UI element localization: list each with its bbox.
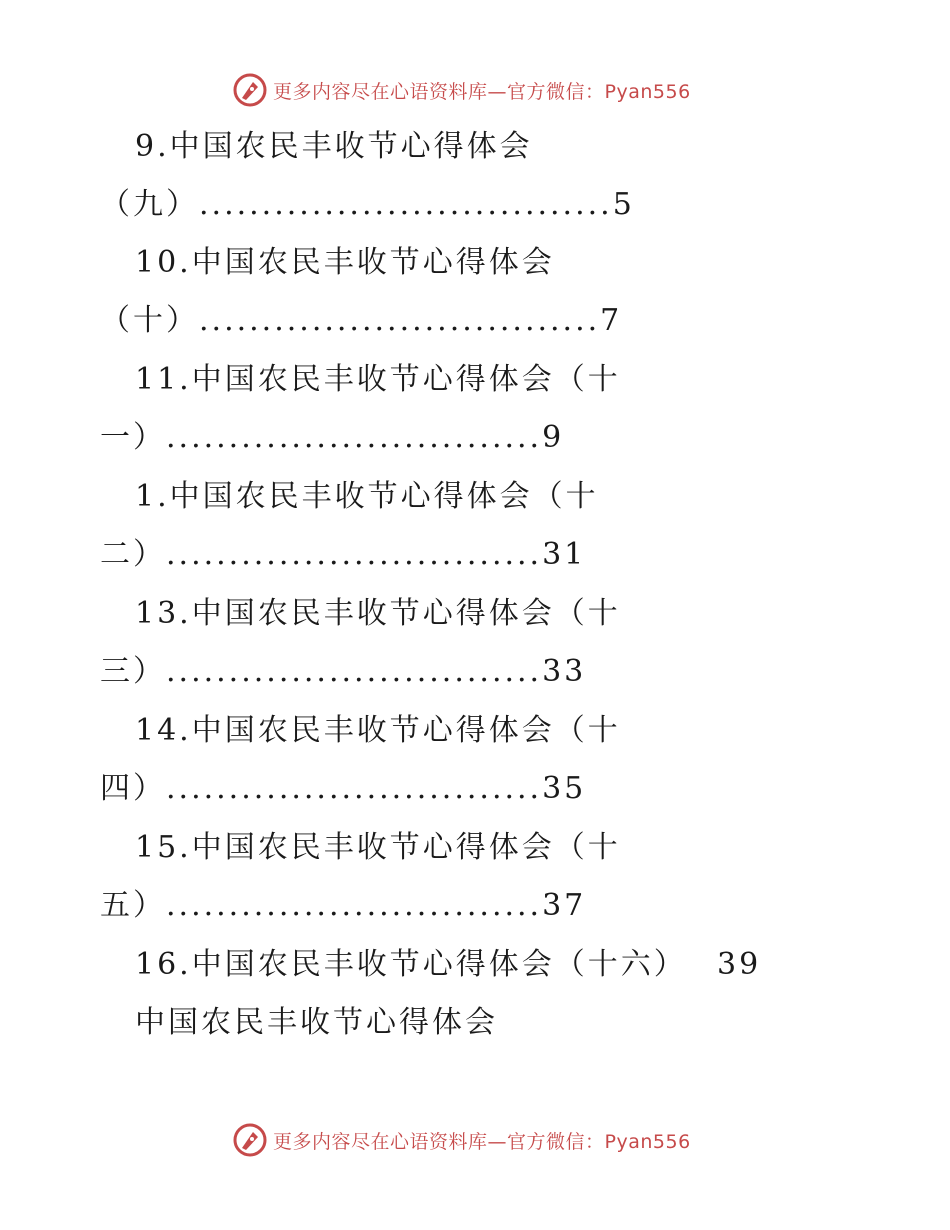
toc-title: 10.中国农民丰收节心得体会: [135, 245, 555, 280]
footer-watermark: [233, 1120, 691, 1160]
toc-page-number: 35: [542, 771, 587, 806]
toc-leader: 五）..............................: [100, 888, 543, 923]
toc-title: 13.中国农民丰收节心得体会（十: [135, 596, 621, 631]
toc-leader-line: [100, 185, 635, 225]
toc-leader: 三）..............................: [100, 654, 543, 689]
toc-leader-line: [100, 301, 622, 341]
toc-page-number: 31: [542, 537, 587, 572]
toc-leader: （九）.................................: [100, 187, 613, 222]
toc-leader: （十）................................: [100, 303, 601, 338]
watermark-text: 更多内容尽在心语资料库—官方微信：Pyan556: [273, 1130, 691, 1153]
toc-title: 16.中国农民丰收节心得体会（十六）: [135, 947, 687, 982]
pen-nib-logo-icon: [233, 73, 267, 107]
toc-leader-line: [100, 769, 586, 809]
toc-leader-line: [100, 418, 564, 458]
toc-page-number: 9: [542, 420, 565, 455]
toc-leader: 一）..............................: [100, 420, 543, 455]
toc-page-number: 5: [612, 187, 635, 222]
toc-leader-line: [100, 652, 586, 692]
body-heading: 中国农民丰收节心得体会: [135, 1005, 498, 1040]
toc-page-number: 33: [542, 654, 587, 689]
header-watermark: [233, 70, 691, 110]
toc-title: 14.中国农民丰收节心得体会（十: [135, 713, 621, 748]
toc-leader-line: [100, 886, 586, 926]
pen-nib-logo-icon: [233, 1123, 267, 1157]
toc-title: 15.中国农民丰收节心得体会（十: [135, 830, 621, 865]
toc-page-number: 37: [542, 888, 587, 923]
toc-leader-line: [100, 535, 586, 575]
toc-leader: 四）..............................: [100, 771, 543, 806]
toc-title: 1.中国农民丰收节心得体会（十: [135, 479, 599, 514]
toc-leader: 二）..............................: [100, 537, 543, 572]
toc-title: 9.中国农民丰收节心得体会: [135, 129, 533, 164]
toc-page-number: 7: [600, 303, 623, 338]
toc-page-number: 39: [717, 947, 762, 982]
toc-title: 11.中国农民丰收节心得体会（十: [135, 362, 621, 397]
watermark-text: 更多内容尽在心语资料库—官方微信：Pyan556: [273, 80, 691, 103]
